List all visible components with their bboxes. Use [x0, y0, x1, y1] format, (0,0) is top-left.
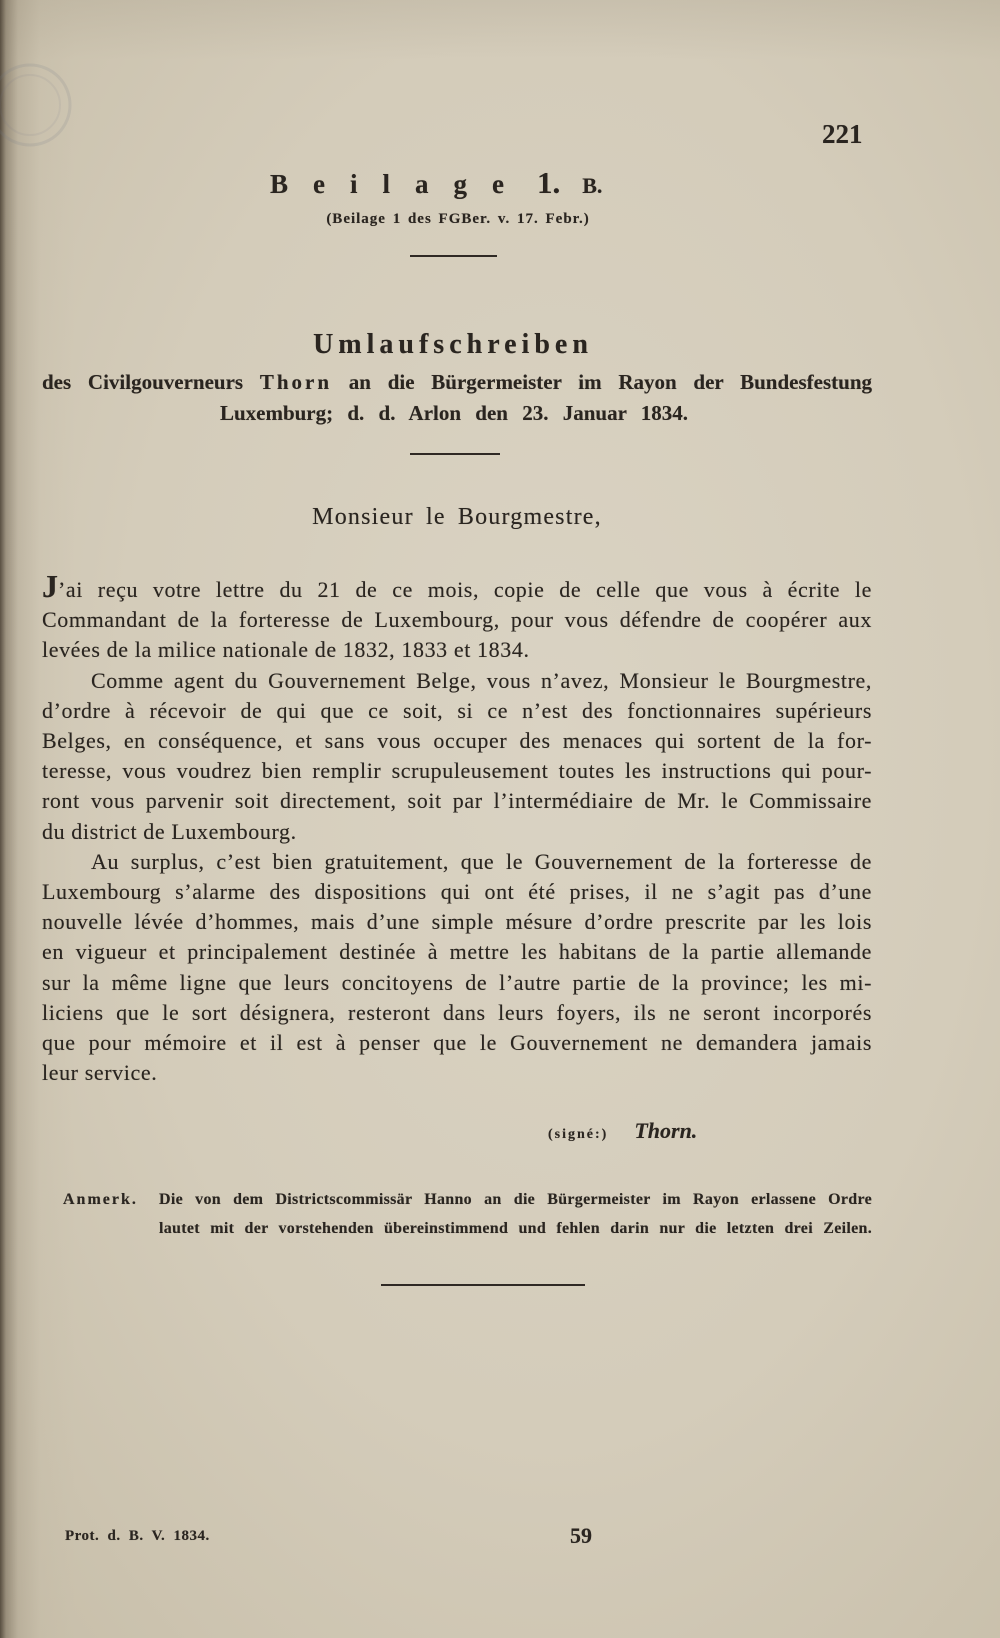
paragraph: [42, 568, 872, 666]
letter-line: ront vous parvenir soit directement, soit par l’intermédiaire de Mr. le Commissaire: [42, 788, 872, 814]
circular-sender: des Civilgouverneurs: [42, 370, 244, 394]
circular-place-date: Luxemburg; d. d. Arlon den 23. Januar 1834.: [219, 401, 689, 425]
paragraph: [42, 666, 872, 847]
appendix-heading: [270, 166, 602, 206]
letter-line: du district de Luxembourg.: [42, 818, 297, 844]
letter-line: Au surplus, c’est bien gratuitement, que le Gouvernement de la forteresse de: [91, 848, 872, 874]
salutation: Monsieur le Bourgmestre,: [312, 504, 602, 530]
letter-line: Luxembourg s’alarme des dispositions qui ont été prises, il ne s’agit pas d’une: [42, 879, 872, 905]
divider-rule: [410, 255, 497, 257]
divider-rule: [410, 453, 500, 455]
letter-line: que pour mémoire et il est à penser que le Gouvernement ne demandera jamais: [42, 1030, 872, 1056]
letter-line: Belges, en conséquence, et sans vous occuper des menaces qui sortent de la for-: [42, 728, 872, 754]
note-text: [159, 1185, 872, 1243]
note-label: Anmerk.: [63, 1191, 138, 1208]
letter-line: Comme agent du Gouvernement Belge, vous n’avez, Monsieur le Bourgmestre,: [91, 667, 872, 693]
letter-line: nouvelle lévée d’hommes, mais d’une simple mésure d’ordre prescrite par les lois: [42, 909, 872, 935]
page-number: 221: [822, 119, 863, 149]
letter-line-text: ’ai reçu votre lettre du 21 de ce mois, copie de celle que vous à écrite le: [58, 577, 872, 602]
appendix-reference: (Beilage 1 des FGBer. v. 17. Febr.): [326, 211, 590, 227]
letter-line: sur la même ligne que leurs concitoyens de l’autre partie de la province; les mi-: [42, 969, 872, 995]
initial-letter: J: [42, 568, 58, 604]
letter-line: d’ordre à récevoir de qui que ce soit, si ce n’est des fonctionnaires supérieurs: [42, 697, 872, 723]
appendix-letter: B.: [582, 173, 603, 198]
letter-line: leur service.: [42, 1060, 158, 1086]
footer-sheet-number: 59: [570, 1523, 592, 1548]
governor-name: Thorn: [259, 370, 333, 394]
circular-title: Umlaufschreiben: [313, 329, 593, 360]
signature-name: Thorn.: [634, 1118, 698, 1143]
note-line: Die von dem Districtscommissär Hanno an die Bürgermeister im Rayon erlassene Ordre: [159, 1191, 872, 1208]
footer-signature-mark: Prot. d. B. V. 1834.: [65, 1528, 210, 1544]
appendix-word: Beilage: [270, 169, 529, 199]
circular-subtitle-line: [42, 367, 872, 397]
signature-label: (signé:): [548, 1127, 609, 1142]
paragraph: [42, 847, 872, 1089]
divider-rule: [381, 1284, 585, 1286]
letter-line: en vigueur et principalement destinée à mettre les habitans de la partie allemande: [42, 939, 872, 965]
annotation-note: [63, 1185, 872, 1243]
letter-line: liciens que le sort désignera, resteront dans leurs foyers, ils ne seront incorporés: [42, 999, 872, 1025]
letter-line: Commandant de la forteresse de Luxembourg, pour vous défendre de coopérer aux: [42, 607, 872, 633]
library-stamp: [0, 55, 90, 155]
letter-line: teresse, vous voudrez bien remplir scrupuleusement toutes les instructions qui pour-: [42, 758, 872, 784]
letter-body: [42, 568, 872, 1088]
letter-line: [42, 568, 872, 605]
note-line: lautet mit der vorstehenden übereinstimmend und fehlen darin nur die letzten drei Zeilen.: [159, 1220, 872, 1237]
signature: [548, 1116, 697, 1150]
letter-line: levées de la milice nationale de 1832, 1833 et 1834.: [42, 637, 530, 663]
appendix-number: 1.: [536, 165, 561, 200]
circular-recipients: an die Bürgermeister im Rayon der Bundesfestung: [348, 370, 872, 394]
